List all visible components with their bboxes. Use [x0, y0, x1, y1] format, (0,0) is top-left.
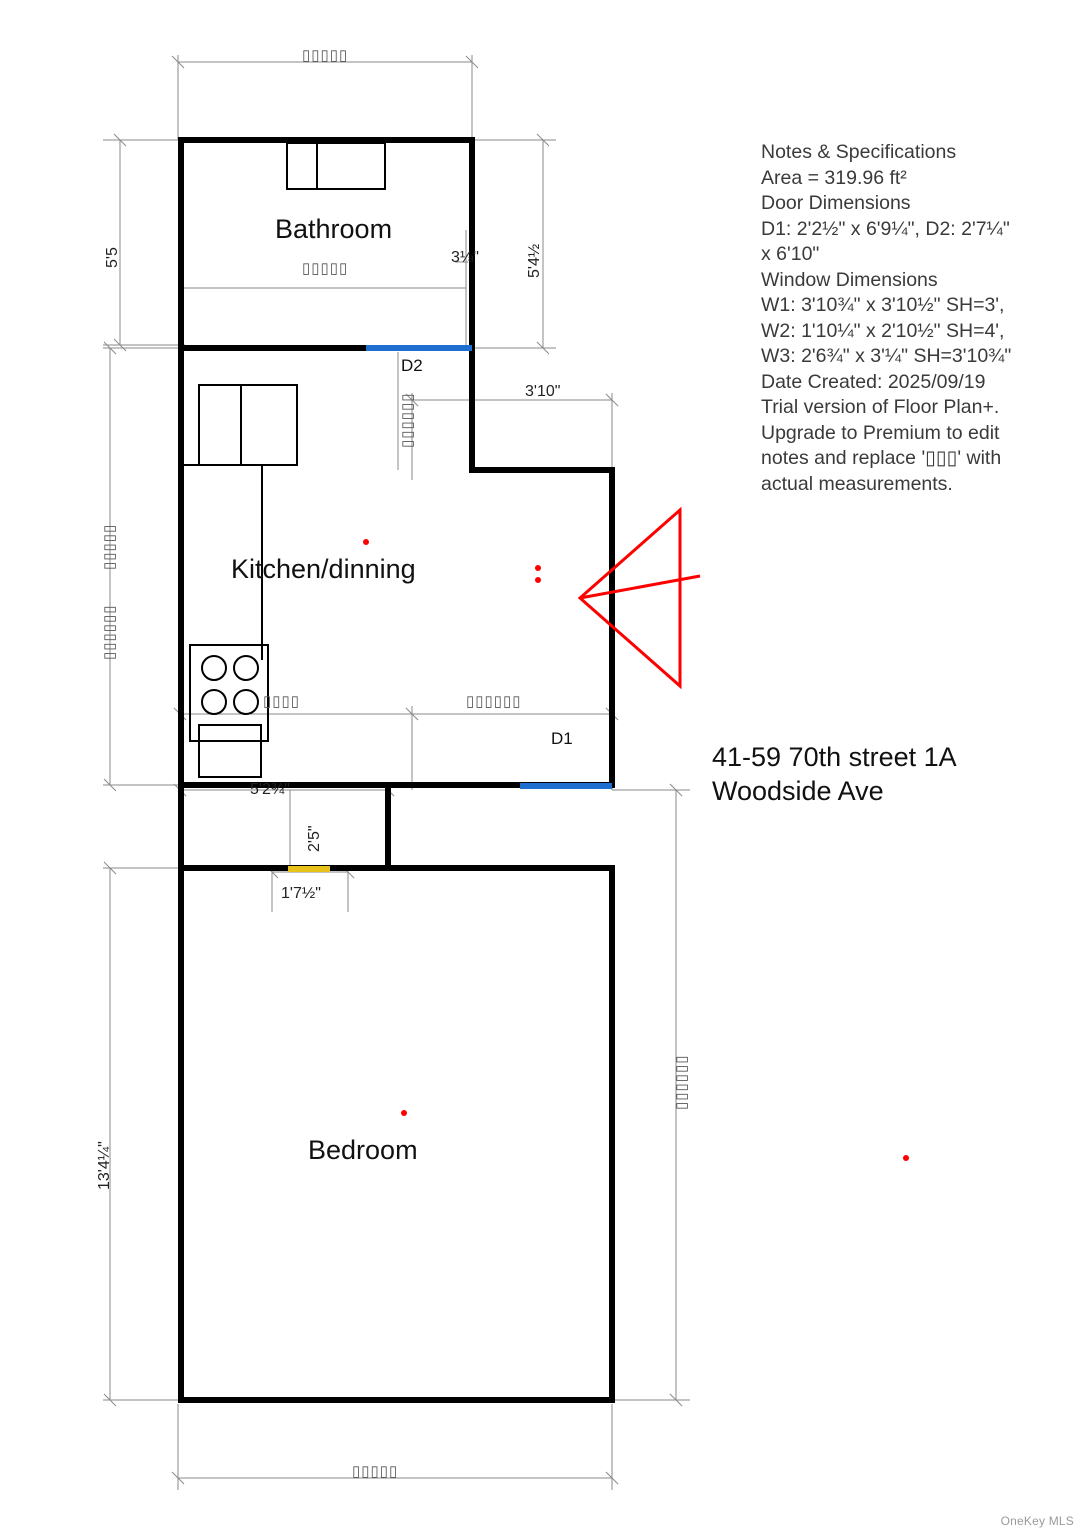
red-arrow-annotation — [580, 510, 700, 686]
dimension-kitchen-bottom-masked-1: ▯▯▯▯ — [263, 693, 301, 710]
dimension-kitchen-jog-vertical: 2'5" — [306, 825, 323, 852]
notes-and-specifications: Notes & Specifications Area = 319.96 ft² Door Dimensions D1: 2'2½" x 6'9¼", D2: 2'7¼" x 6'10" Window Dimensions W1: 3'10¾" x 3'10½" SH=3', W2: 1'10¼" x 2'10½" SH=4', W3: 2'6¾" x 3'¼" SH=3'10¾" Date Created: 2025/09/19 Trial version of Floor Plan+. Upgrade to Premium to edit notes and replace '▯▯▯' with actual measurements. — [761, 141, 1012, 495]
dimension-left-mid-masked-1: ▯▯▯▯▯ — [101, 523, 118, 570]
dimension-kitchen-bottom-left: 5'2¾" — [250, 781, 290, 798]
door-label-d2: D2 — [401, 356, 423, 375]
dimension-lines — [103, 55, 690, 1490]
dimension-bathroom-height-right: 5'4½ — [526, 243, 543, 278]
dimension-bedroom-height-left: 13'4¼" — [96, 1141, 113, 1190]
room-label-kitchen-dinning: Kitchen/dinning — [231, 554, 416, 584]
dimension-bedroom-right-masked: ▯▯▯▯▯▯ — [673, 1054, 690, 1110]
dimension-kitchen-jog-bottom: 1'7½" — [281, 885, 321, 902]
dimension-bottom-masked: ▯▯▯▯▯ — [352, 1463, 399, 1480]
dimension-left-mid-masked-2: ▯▯▯▯▯▯ — [101, 604, 118, 660]
property-address: 41-59 70th street 1A Woodside Ave — [712, 742, 957, 806]
dimension-wall-thickness: 3⅛" — [451, 249, 479, 266]
room-label-bathroom: Bathroom — [275, 214, 393, 244]
dimension-kitchen-offset-top: 3'10" — [525, 383, 561, 400]
exterior-walls — [181, 140, 612, 1400]
room-label-bedroom: Bedroom — [308, 1135, 418, 1165]
windows — [288, 348, 612, 869]
dimension-d2-vertical-masked: ▯▯▯▯▯▯ — [399, 392, 416, 448]
dimension-kitchen-bottom-masked-2: ▯▯▯▯▯▯ — [466, 693, 522, 710]
watermark-onekey-mls: OneKey MLS — [1000, 1514, 1074, 1528]
door-label-d1: D1 — [551, 729, 573, 748]
dimension-bathroom-inner-masked: ▯▯▯▯▯ — [302, 260, 349, 277]
red-marker-dots — [363, 539, 909, 1161]
dimension-bathroom-height-left: 5'5 — [104, 247, 121, 268]
dimension-top-masked: ▯▯▯▯▯ — [302, 47, 349, 64]
